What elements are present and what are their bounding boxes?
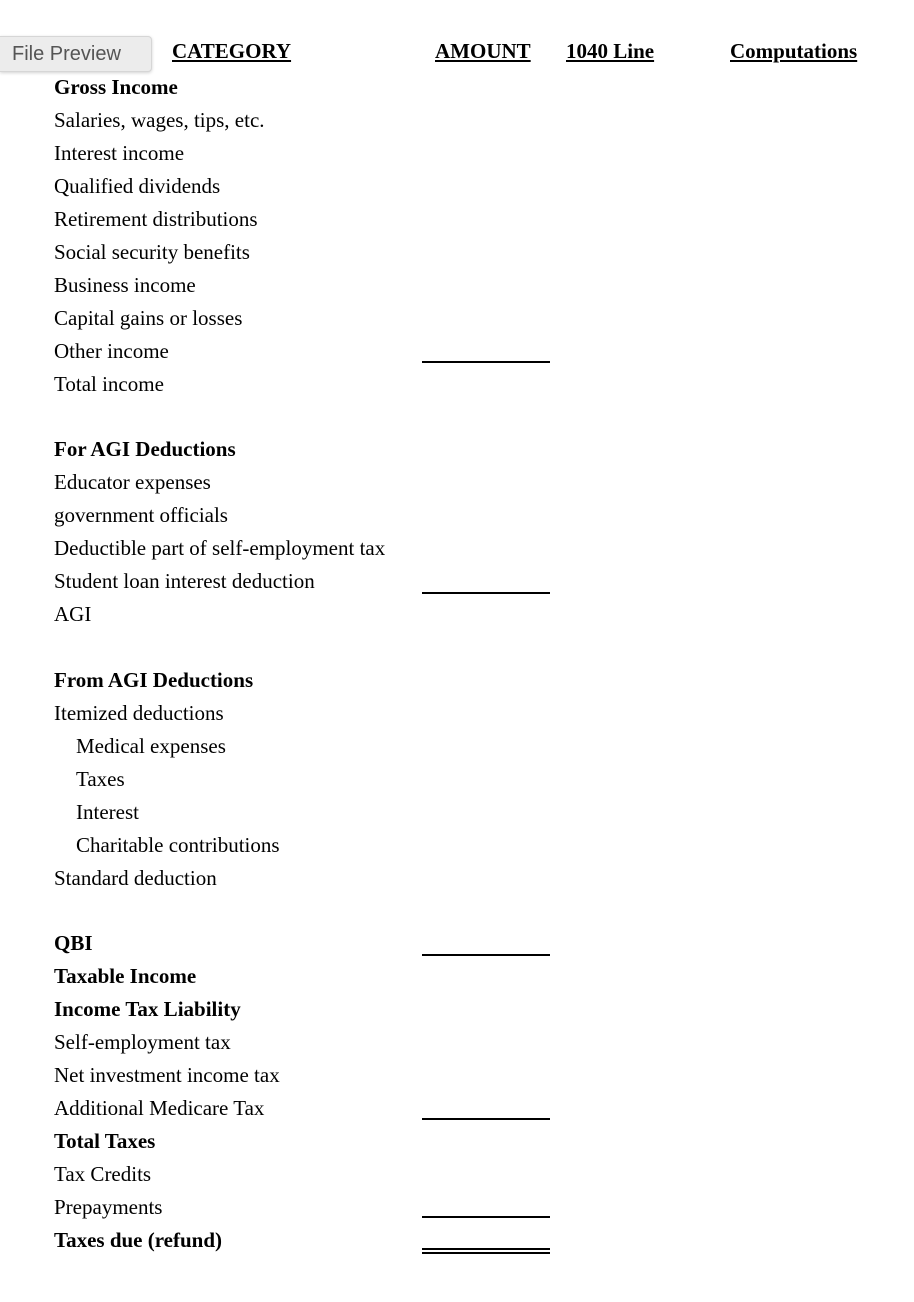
- header-category: CATEGORY: [172, 39, 292, 63]
- row-itemized-deductions: Itemized deductions: [54, 701, 224, 725]
- header-1040-line: 1040 Line: [566, 39, 655, 63]
- row-total-income: Total income: [54, 372, 164, 396]
- header-amount: AMOUNT: [435, 39, 531, 63]
- row-interest: Interest: [76, 800, 139, 824]
- row-qualified-dividends: Qualified dividends: [54, 174, 221, 198]
- section-title-gross-income: Gross Income: [54, 75, 178, 99]
- row-additional-medicare-tax: Additional Medicare Tax: [54, 1096, 265, 1120]
- row-interest-income: Interest income: [54, 141, 185, 165]
- subtotal-rule: [422, 1216, 550, 1218]
- row-student-loan-interest: Student loan interest deduction: [54, 569, 315, 593]
- row-capital-gains: Capital gains or losses: [54, 306, 243, 330]
- section-title-from-agi: From AGI Deductions: [54, 668, 254, 692]
- row-taxes-due: Taxes due (refund): [54, 1228, 223, 1252]
- row-retirement-distributions: Retirement distributions: [54, 207, 258, 231]
- row-medical-expenses: Medical expenses: [76, 734, 226, 758]
- row-business-income: Business income: [54, 273, 196, 297]
- row-prepayments: Prepayments: [54, 1195, 163, 1219]
- row-self-employment-tax: Self-employment tax: [54, 1030, 231, 1054]
- row-standard-deduction: Standard deduction: [54, 866, 217, 890]
- file-preview-badge[interactable]: File Preview: [0, 36, 152, 72]
- row-educator-expenses: Educator expenses: [54, 470, 211, 494]
- subtotal-rule: [422, 954, 550, 956]
- row-salaries: Salaries, wages, tips, etc.: [54, 108, 265, 132]
- row-social-security: Social security benefits: [54, 240, 250, 264]
- row-charitable-contributions: Charitable contributions: [76, 833, 280, 857]
- row-taxable-income: Taxable Income: [54, 964, 197, 988]
- row-government-officials: government officials: [54, 503, 228, 527]
- subtotal-rule: [422, 1118, 550, 1120]
- row-self-employment-tax-deduction: Deductible part of self-employment tax: [54, 536, 386, 560]
- row-taxes: Taxes: [76, 767, 125, 791]
- row-other-income: Other income: [54, 339, 169, 363]
- section-title-for-agi: For AGI Deductions: [54, 437, 236, 461]
- subtotal-rule: [422, 361, 550, 363]
- row-income-tax-liability: Income Tax Liability: [54, 997, 241, 1021]
- row-agi: AGI: [54, 602, 92, 626]
- row-net-investment-income-tax: Net investment income tax: [54, 1063, 280, 1087]
- subtotal-rule: [422, 592, 550, 594]
- row-total-taxes: Total Taxes: [54, 1129, 156, 1153]
- row-tax-credits: Tax Credits: [54, 1162, 152, 1186]
- header-computations: Computations: [730, 39, 858, 63]
- row-qbi: QBI: [54, 931, 93, 955]
- grand-total-double-rule: [422, 1248, 550, 1254]
